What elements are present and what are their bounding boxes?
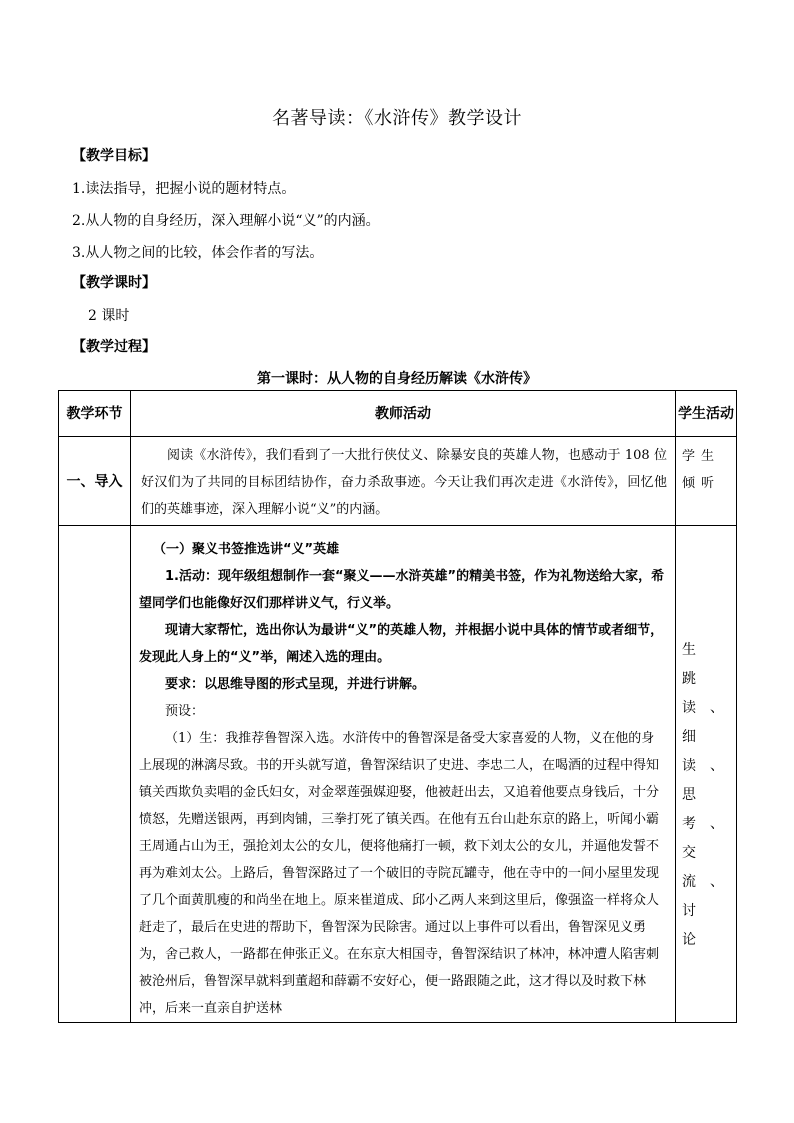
student-text-intro: 学生倾听 <box>682 449 721 491</box>
student-activity-intro <box>676 437 737 526</box>
goal-item-3: 3.从人物之间的比较，体会作者的写法。 <box>72 245 324 261</box>
table-row <box>59 437 737 526</box>
header-teacher: 教师活动 <box>131 391 676 437</box>
section-title: （一）聚义书签推选讲“义”英雄 <box>153 542 340 557</box>
student-activity-main <box>676 526 737 1023</box>
table-header-row <box>59 391 737 437</box>
document-title: 名著导读：《水浒传》教学设计 <box>272 108 522 129</box>
activity-paragraph-1: 1.活动：现年级组想制作一套“聚义——水浒英雄”的精美书签，作为礼物送给大家，希望同学们也能像好汉们那样讲义气，行义举。 <box>139 569 665 611</box>
header-stage: 教学环节 <box>59 391 131 437</box>
process-heading: 【教学过程】 <box>72 339 156 355</box>
teacher-activity-main <box>131 526 676 1023</box>
goal-item-1: 1.读法指导，把握小说的题材特点。 <box>72 181 296 197</box>
table-row <box>59 526 737 1023</box>
teacher-activity-intro <box>131 437 676 526</box>
hours-heading: 【教学课时】 <box>72 275 156 291</box>
header-student: 学生活动 <box>676 391 737 437</box>
goals-heading: 【教学目标】 <box>72 148 156 164</box>
lesson-title: 第一课时：从人物的自身经历解读《水浒传》 <box>257 371 537 387</box>
activity-paragraph-2: 现请大家帮忙，选出你认为最讲“义”的英雄人物，并根据小说中具体的情节或者细节，发现此人身上的“义”举，阐述入选的理由。 <box>139 623 664 665</box>
requirement-text: 要求：以思维导图的形式呈现，并进行讲解。 <box>165 677 426 692</box>
preset-label: 预设： <box>165 704 205 719</box>
student-text-main: 生跳读、细读、思考、交流、讨论 <box>682 642 738 948</box>
goal-item-2: 2.从人物的自身经历，深入理解小说“义”的内涵。 <box>72 213 380 229</box>
lesson-plan-table <box>58 390 737 1023</box>
stage-intro: 一、导入 <box>59 437 131 526</box>
intro-text: 阅读《水浒传》，我们看到了一大批行侠仗义、除暴安良的英雄人物，也感动于 108 位好汉们为了共同的目标团结协作，奋力杀敌事迹。今天让我们再次走进《水浒传》，回忆他们的英雄事迹，深入理解小说“义”的内涵。 <box>141 448 667 517</box>
stage-empty <box>59 526 131 1023</box>
hours-text: 2 课时 <box>88 308 130 324</box>
preset-text: （1）生：我推荐鲁智深入选。水浒传中的鲁智深是备受大家喜爱的人物，义在他的身上展现的淋漓尽致。书的开头就写道，鲁智深结识了史进、李忠二人，在喝酒的过程中得知镇关西欺负卖唱的金氏妇女，对金翠莲强媒迎娶，他被赶出去，又追着他要点身钱后，十分愤怒，先赠送银两，再到肉铺，三拳打死了镇关西。在他有五台山赴东京的路上，听闻小霸王周通占山为王，强抢刘太公的女儿，便将他痛打一顿，救下刘太公的女儿，并逼他发誓不再为难刘太公。上路后，鲁智深路过了一个破旧的寺院瓦罐寺，他在寺中的一间小屋里发现了几个面黄肌瘦的和尚坐在地上。原来崔道成、邱小乙两人来到这里后，像强盗一样将众人赶走了，最后在史进的帮助下，鲁智深为民除害。通过以上事件可以看出，鲁智深见义勇为，舍己救人，一路都在伸张正义。在东京大相国寺，鲁智深结识了林冲，林冲遭人陷害刺被沧州后，鲁智深早就料到董超和薛霸不安好心，便一路跟随之此，这才得以及时救下林冲，后来一直亲自护送林 <box>139 731 660 1016</box>
